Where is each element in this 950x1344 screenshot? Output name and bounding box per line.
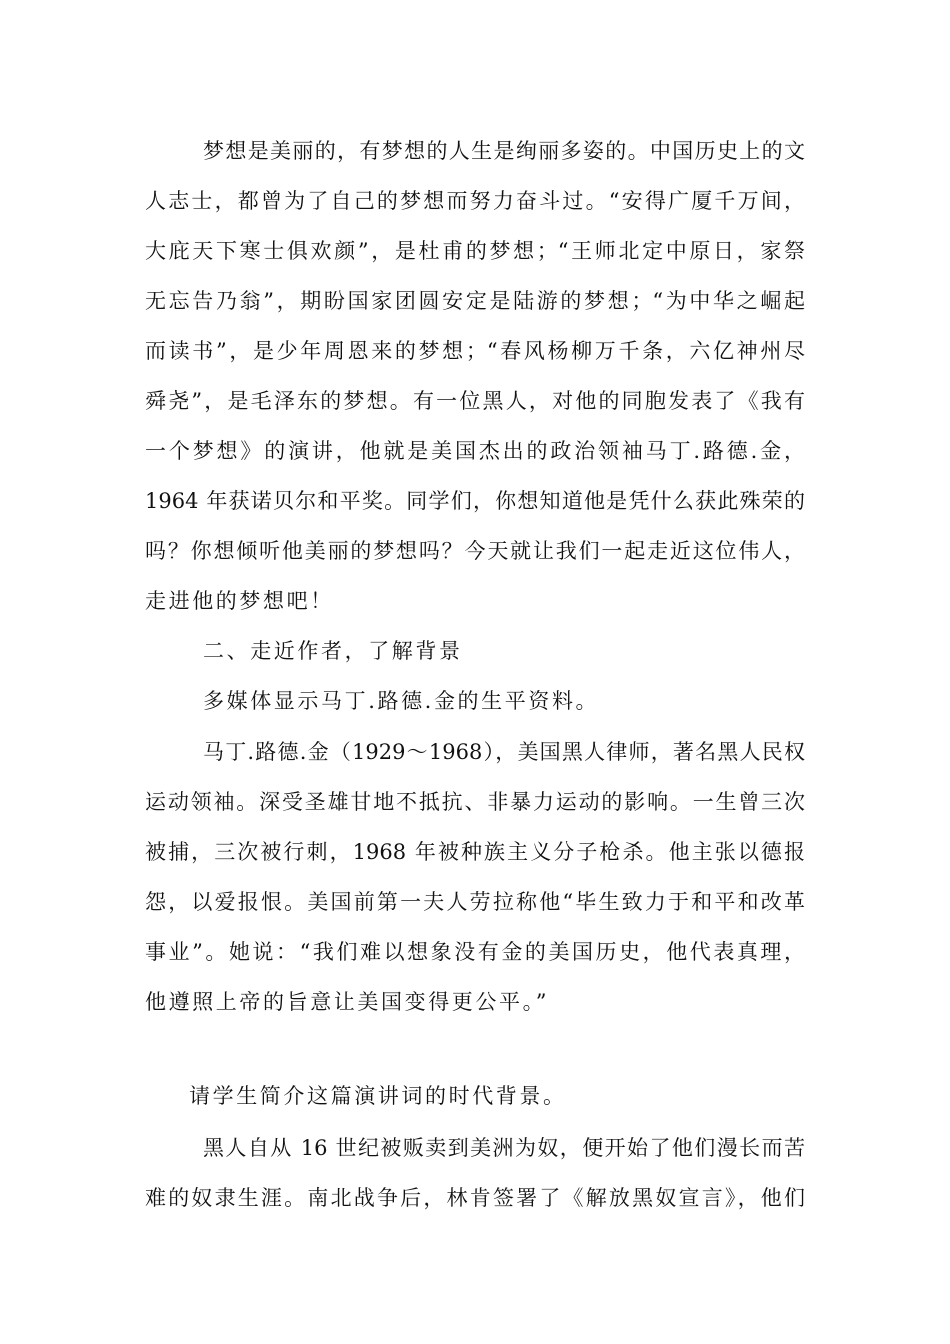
paragraph-line: 而读书”，是少年周恩来的梦想；“春风杨柳万千条，六亿神州尽 — [145, 339, 805, 363]
paragraph-line: 梦想是美丽的，有梦想的人生是绚丽多姿的。中国历史上的文 — [203, 139, 805, 163]
paragraph-line: 一个梦想》的演讲，他就是美国杰出的政治领袖马丁.路德.金， — [145, 439, 805, 463]
paragraph-line: 1964 年获诺贝尔和平奖。同学们，你想知道他是凭什么获此殊荣的 — [145, 489, 805, 513]
paragraph-line: 黑人自从 16 世纪被贩卖到美洲为奴，便开始了他们漫长而苦 — [203, 1136, 805, 1160]
paragraph-line: 马丁.路德.金（1929～1968），美国黑人律师，著名黑人民权 — [203, 740, 805, 764]
paragraph-line: 难的奴隶生涯。南北战争后，林肯签署了《解放黑奴宣言》，他们 — [145, 1186, 805, 1210]
paragraph-line: 舜尧”，是毛泽东的梦想。有一位黑人，对他的同胞发表了《我有 — [145, 389, 805, 413]
paragraph-line: 运动领袖。深受圣雄甘地不抵抗、非暴力运动的影响。一生曾三次 — [145, 790, 805, 814]
paragraph-line: 吗？你想倾听他美丽的梦想吗？今天就让我们一起走近这位伟人， — [145, 539, 805, 563]
paragraph-line: 被捕，三次被行刺，1968 年被种族主义分子枪杀。他主张以德报 — [145, 840, 805, 864]
paragraph-line: 走进他的梦想吧！ — [145, 589, 334, 613]
paragraph-line: 他遵照上帝的旨意让美国变得更公平。” — [145, 990, 550, 1014]
paragraph-line: 事业”。她说：“我们难以想象没有金的美国历史，他代表真理， — [145, 940, 805, 964]
paragraph-line: 人志士，都曾为了自己的梦想而努力奋斗过。“安得广厦千万间， — [145, 189, 805, 213]
section-heading: 二、走近作者，了解背景 — [203, 639, 463, 663]
paragraph-line: 请学生简介这篇演讲词的时代背景。 — [189, 1084, 567, 1108]
paragraph-line: 大庇天下寒士俱欢颜”，是杜甫的梦想；“王师北定中原日，家祭 — [145, 239, 805, 263]
paragraph-line: 无忘告乃翁”，期盼国家团圆安定是陆游的梦想；“为中华之崛起 — [145, 289, 805, 313]
paragraph-line: 多媒体显示马丁.路德.金的生平资料。 — [203, 689, 600, 713]
paragraph-line: 怨，以爱报恨。美国前第一夫人劳拉称他“毕生致力于和平和改革 — [145, 890, 805, 914]
